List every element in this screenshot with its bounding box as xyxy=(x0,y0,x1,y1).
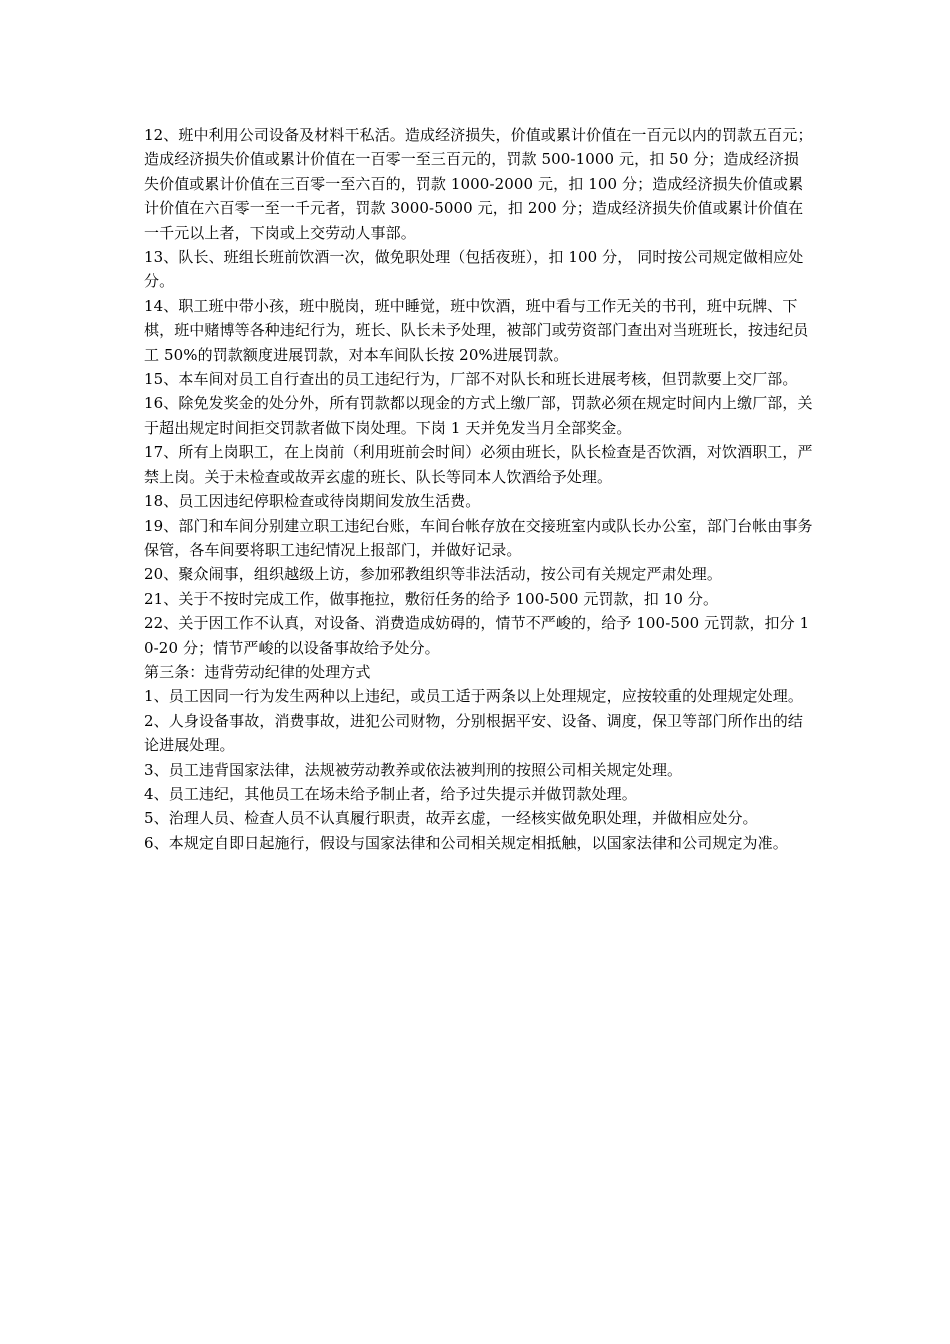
document-body xyxy=(144,123,814,855)
paragraph-rule-13: 13、队长、班组长班前饮酒一次，做免职处理（包括夜班），扣 100 分， 同时按公司规定做相应处分。 xyxy=(144,248,804,291)
paragraph-rule-22: 22、关于因工作不认真，对设备、消费造成妨碍的，情节不严峻的，给予 100-500 元罚款，扣分 10-20 分；情节严峻的以设备事故给予处分。 xyxy=(144,614,810,657)
paragraph-rule-19: 19、部门和车间分别建立职工违纪台账，车间台帐存放在交接班室内或队长办公室，部门台帐由事务保管，各车间要将职工违纪情况上报部门，并做好记录。 xyxy=(144,516,813,559)
paragraph-article-3-item-6: 6、本规定自即日起施行，假设与国家法律和公司相关规定相抵触，以国家法律和公司规定为准。 xyxy=(144,833,788,852)
paragraph-rule-21: 21、关于不按时完成工作，做事拖拉，敷衍任务的给予 100-500 元罚款，扣 10 分。 xyxy=(144,589,719,608)
paragraph-rule-12: 12、班中利用公司设备及材料干私活。造成经济损失，价值或累计价值在一百元以内的罚款五百元；造成经济损失价值或累计价值在一百零一至三百元的，罚款 500-1000 元，扣 50 分；造成经济损失价值或累计价值在三百零一至六百的，罚款 1000-2000 元，扣 100 分；造成经济损失价值或累计价值在六百零一至一千元者，罚款 3000-5000 元，扣 200 分；造成经济损失价值或累计价值在一千元以上者，下岗或上交劳动人事部。 xyxy=(144,126,813,242)
paragraph-article-3-item-3: 3、员工违背国家法律，法规被劳动教养或依法被判刑的按照公司相关规定处理。 xyxy=(144,760,683,779)
paragraph-article-3-item-2: 2、人身设备事故，消费事故，进犯公司财物，分别根据平安、设备、调度，保卫等部门所作出的结论进展处理。 xyxy=(144,711,803,755)
paragraph-rule-17: 17、所有上岗职工，在上岗前（利用班前会时间）必须由班长，队长检查是否饮酒，对饮酒职工，严禁上岗。关于未检查或故弄玄虚的班长、队长等同本人饮酒给予处理。 xyxy=(144,443,813,486)
paragraph-rule-14: 14、职工班中带小孩，班中脱岗，班中睡觉，班中饮酒，班中看与工作无关的书刊，班中玩牌、下棋，班中赌博等各种违纪行为，班长、队长未予处理，被部门或劳资部门查出对当班班长，按违纪员工 50%的罚款额度进展罚款，对本车间队长按 20%进展罚款。 xyxy=(144,296,809,364)
paragraph-rule-20: 20、聚众闹事，组织越级上访，参加邪教组织等非法活动，按公司有关规定严肃处理。 xyxy=(144,565,722,584)
paragraph-rule-15: 15、本车间对员工自行查出的员工违纪行为，厂部不对队长和班长进展考核，但罚款要上交厂部。 xyxy=(144,370,798,389)
section-heading-article-3: 第三条：违背劳动纪律的处理方式 xyxy=(144,662,371,681)
paragraph-rule-16: 16、除免发奖金的处分外，所有罚款都以现金的方式上缴厂部，罚款必须在规定时间内上缴厂部，关于超出规定时间拒交罚款者做下岗处理。下岗 1 天并免发当月全部奖金。 xyxy=(144,394,813,437)
paragraph-article-3-item-1: 1、员工因同一行为发生两种以上违纪，或员工适于两条以上处理规定，应按较重的处理规定处理。 xyxy=(144,687,803,706)
paragraph-article-3-item-5: 5、治理人员、检查人员不认真履行职责，故弄玄虚，一经核实做免职处理，并做相应处分。 xyxy=(144,809,758,828)
paragraph-article-3-item-4: 4、员工违纪，其他员工在场未给予制止者，给予过失提示并做罚款处理。 xyxy=(144,784,637,803)
paragraph-rule-18: 18、员工因违纪停职检查或待岗期间发放生活费。 xyxy=(144,492,481,511)
